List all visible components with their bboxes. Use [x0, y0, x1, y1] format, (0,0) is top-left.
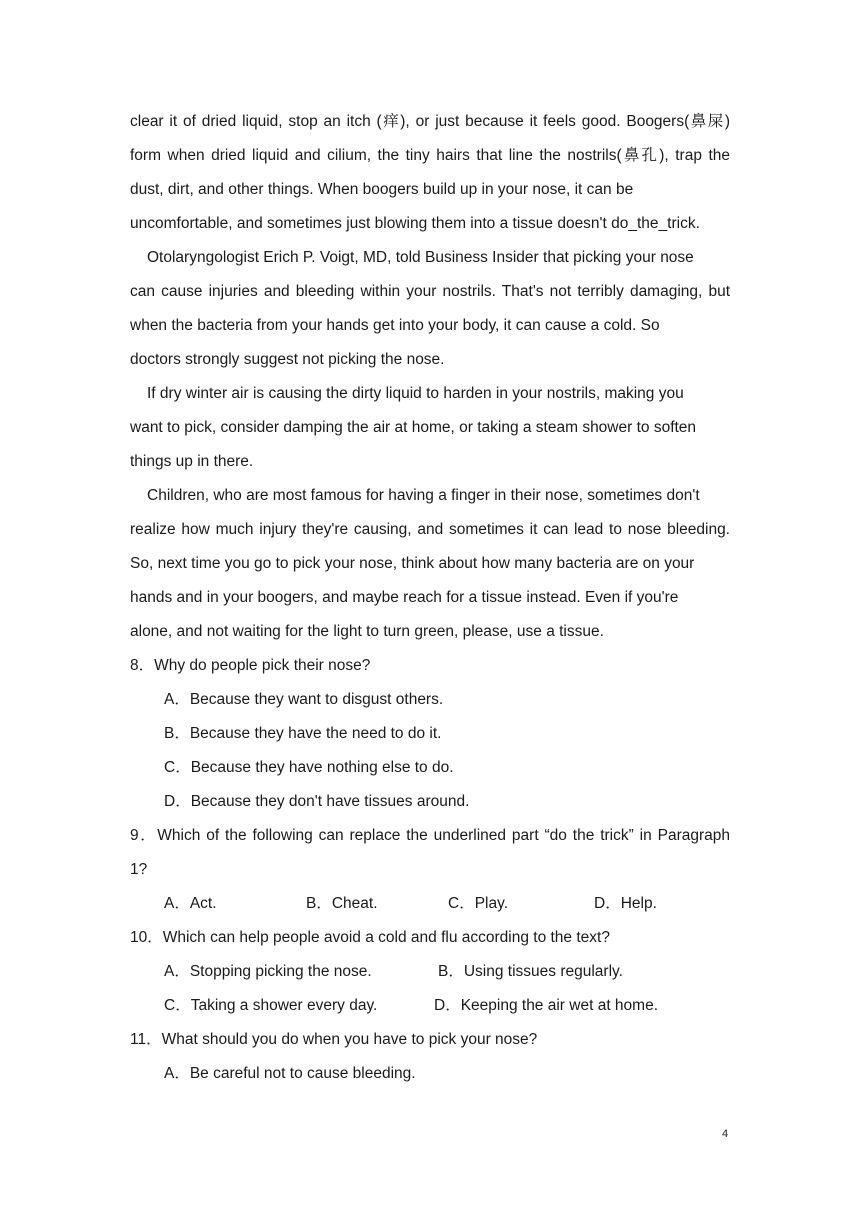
question-9-option-d: D．Help. [594, 895, 657, 912]
page-number: 4 [722, 1128, 729, 1140]
question-9-option-a: A．Act. [164, 895, 217, 912]
passage-line: things up in there. [130, 453, 254, 470]
question-10-option-c: C．Taking a shower every day. [164, 997, 378, 1014]
question-10-stem: 10．Which can help people avoid a cold and flu according to the text? [130, 929, 610, 946]
question-9-option-b: B．Cheat. [306, 895, 378, 912]
question-10-option-d: D．Keeping the air wet at home. [434, 997, 659, 1014]
question-8-option-a: A．Because they want to disgust others. [164, 691, 444, 708]
passage-line: realize how much injury they're causing, and sometimes it can lead to nose bleeding. [130, 521, 730, 538]
question-9-stem-continued: 1? [130, 861, 148, 878]
passage-line: doctors strongly suggest not picking the nose. [130, 351, 445, 368]
passage-line: can cause injuries and bleeding within your nostrils. That's not terribly damaging, but [130, 283, 730, 300]
question-11-option-a: A．Be careful not to cause bleeding. [164, 1065, 416, 1082]
question-8-option-d: D．Because they don't have tissues around. [164, 793, 470, 810]
question-9-option-c: C．Play. [448, 895, 509, 912]
passage-line: want to pick, consider damping the air at home, or taking a steam shower to soften [130, 419, 697, 436]
passage-line: dust, dirt, and other things. When boogers build up in your nose, it can be [130, 181, 634, 198]
passage-line: uncomfortable, and sometimes just blowing them into a tissue doesn't do_the_trick. [130, 215, 700, 232]
question-10-option-a: A．Stopping picking the nose. [164, 963, 372, 980]
question-8-stem: 8．Why do people pick their nose? [130, 657, 371, 674]
passage-line: So, next time you go to pick your nose, think about how many bacteria are on your [130, 555, 695, 572]
question-9-stem: 9．Which of the following can replace the underlined part “do the trick” in Paragraph [130, 827, 730, 844]
passage-line: alone, and not waiting for the light to turn green, please, use a tissue. [130, 623, 604, 640]
passage-line: when the bacteria from your hands get into your body, it can cause a cold. So [130, 317, 660, 334]
passage-line: form when dried liquid and cilium, the tiny hairs that line the nostrils(鼻孔), trap the [130, 147, 730, 164]
question-8-option-b: B．Because they have the need to do it. [164, 725, 442, 742]
passage-line: If dry winter air is causing the dirty liquid to harden in your nostrils, making you [147, 385, 684, 402]
question-11-stem: 11．What should you do when you have to pick your nose? [130, 1031, 538, 1048]
passage-line: hands and in your boogers, and maybe reach for a tissue instead. Even if you're [130, 589, 679, 606]
passage-line: Children, who are most famous for having a finger in their nose, sometimes don't [147, 487, 700, 504]
question-10-option-b: B．Using tissues regularly. [438, 963, 623, 980]
passage-line: Otolaryngologist Erich P. Voigt, MD, told Business Insider that picking your nose [147, 249, 694, 266]
question-8-option-c: C．Because they have nothing else to do. [164, 759, 454, 776]
passage-line: clear it of dried liquid, stop an itch (痒), or just because it feels good. Boogers(鼻屎) [130, 113, 730, 130]
